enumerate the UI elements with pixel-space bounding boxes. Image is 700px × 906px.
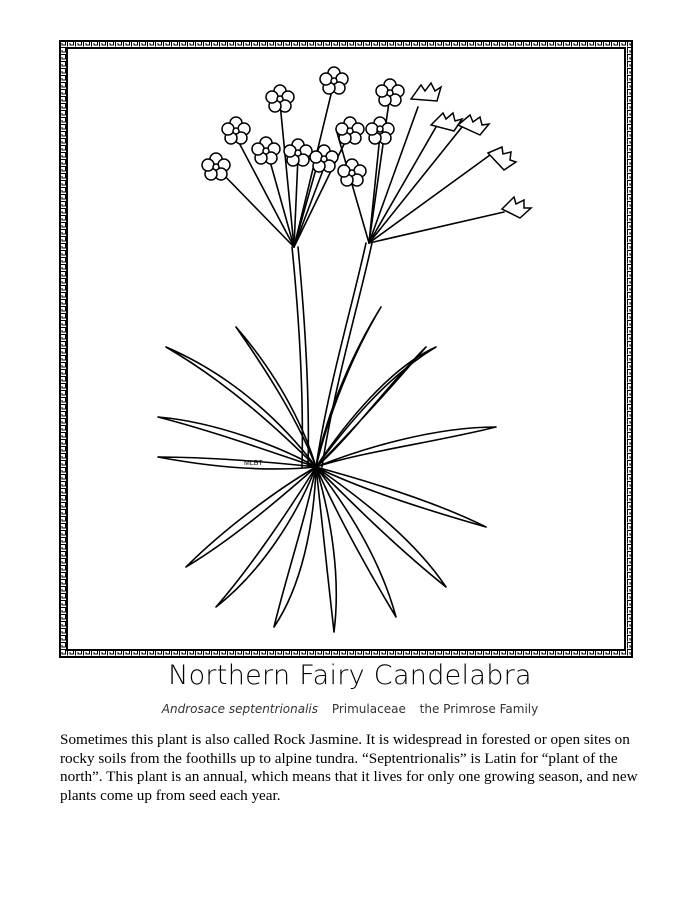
family-common-name: the Primrose Family (419, 702, 539, 716)
plant-illustration (66, 47, 626, 651)
artist-signature: MLBT (244, 460, 263, 467)
page-title: Northern Fairy Candelabra (168, 660, 532, 691)
family-name: Primulaceae (331, 702, 406, 716)
scientific-name: Androsace septentrionalis (161, 702, 318, 716)
description-paragraph: Sometimes this plant is also called Rock Jasmine. It is widespread in forested or open sites on rocky soils from the foothills up to alpine tundra. “Septentrionalis” is Latin for “plant of the north”. This plant is an annual, which means that it lives for only one growing season, and new plants come up from seed each year. (60, 731, 638, 804)
subtitle (0, 702, 700, 716)
